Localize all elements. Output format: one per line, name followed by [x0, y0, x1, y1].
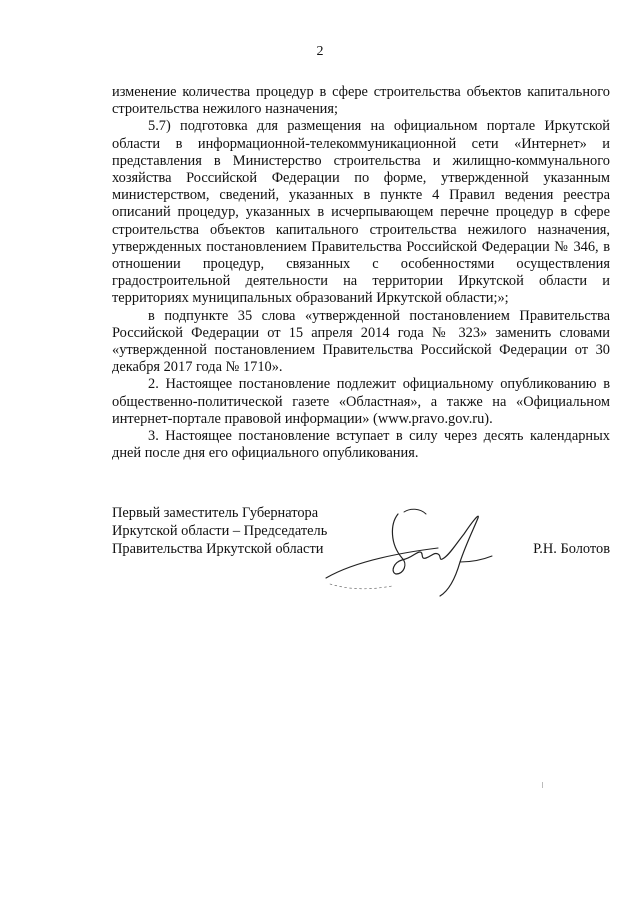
paragraph: изменение количества процедур в сфере строительства объектов капитального строительства нежилого назначения;: [112, 84, 610, 118]
paragraph: 3. Настоящее постановление вступает в силу через десять календарных дней после дня его официального опубликования.: [112, 428, 610, 462]
signature-block: [112, 504, 610, 624]
document-body: [112, 84, 610, 462]
signatory-name: Р.Н. Болотов: [533, 541, 610, 557]
paragraph: 5.7) подготовка для размещения на официальном портале Иркутской области в информационной-телекоммуникационной сети «Интернет» и представления в Министерство строительства и жилищно-коммунального хозяйства Российской Федерации по форме, утвержденной указанным министерством, сведений, указанных в пункте 4 Правил ведения реестра описаний процедур, указанных в исчерпывающем перечне процедур в сфере строительства объектов капитального строительства нежилого назначения, утвержденных постановлением Правительства Российской Федерации № 346, в отношении процедур, связанных с особенностями осуществления градостроительной деятельности на территории Иркутской области и территориях муниципальных образований Иркутской области;»;: [112, 118, 610, 307]
signatory-title-line: Правительства Иркутской области: [112, 541, 324, 557]
signatory-title-line: Первый заместитель Губернатора: [112, 505, 319, 521]
handwritten-signature: [320, 504, 500, 604]
paragraph: 2. Настоящее постановление подлежит официальному опубликованию в общественно-политической газете «Областная», а также на «Официальном интернет-портале правовой информации» (www.pravo.gov.ru).: [112, 376, 610, 427]
page-number: 2: [316, 44, 324, 59]
scan-mark: [542, 782, 543, 788]
paragraph: в подпункте 35 слова «утвержденной постановлением Правительства Российской Федерации от 15 апреля 2014 года № 323» заменить словами «утвержденной постановлением Правительства Российской Федерации от 30 декабря 2017 года № 1710».: [112, 307, 610, 376]
signatory-title-line: Иркутской области – Председатель: [112, 523, 328, 539]
